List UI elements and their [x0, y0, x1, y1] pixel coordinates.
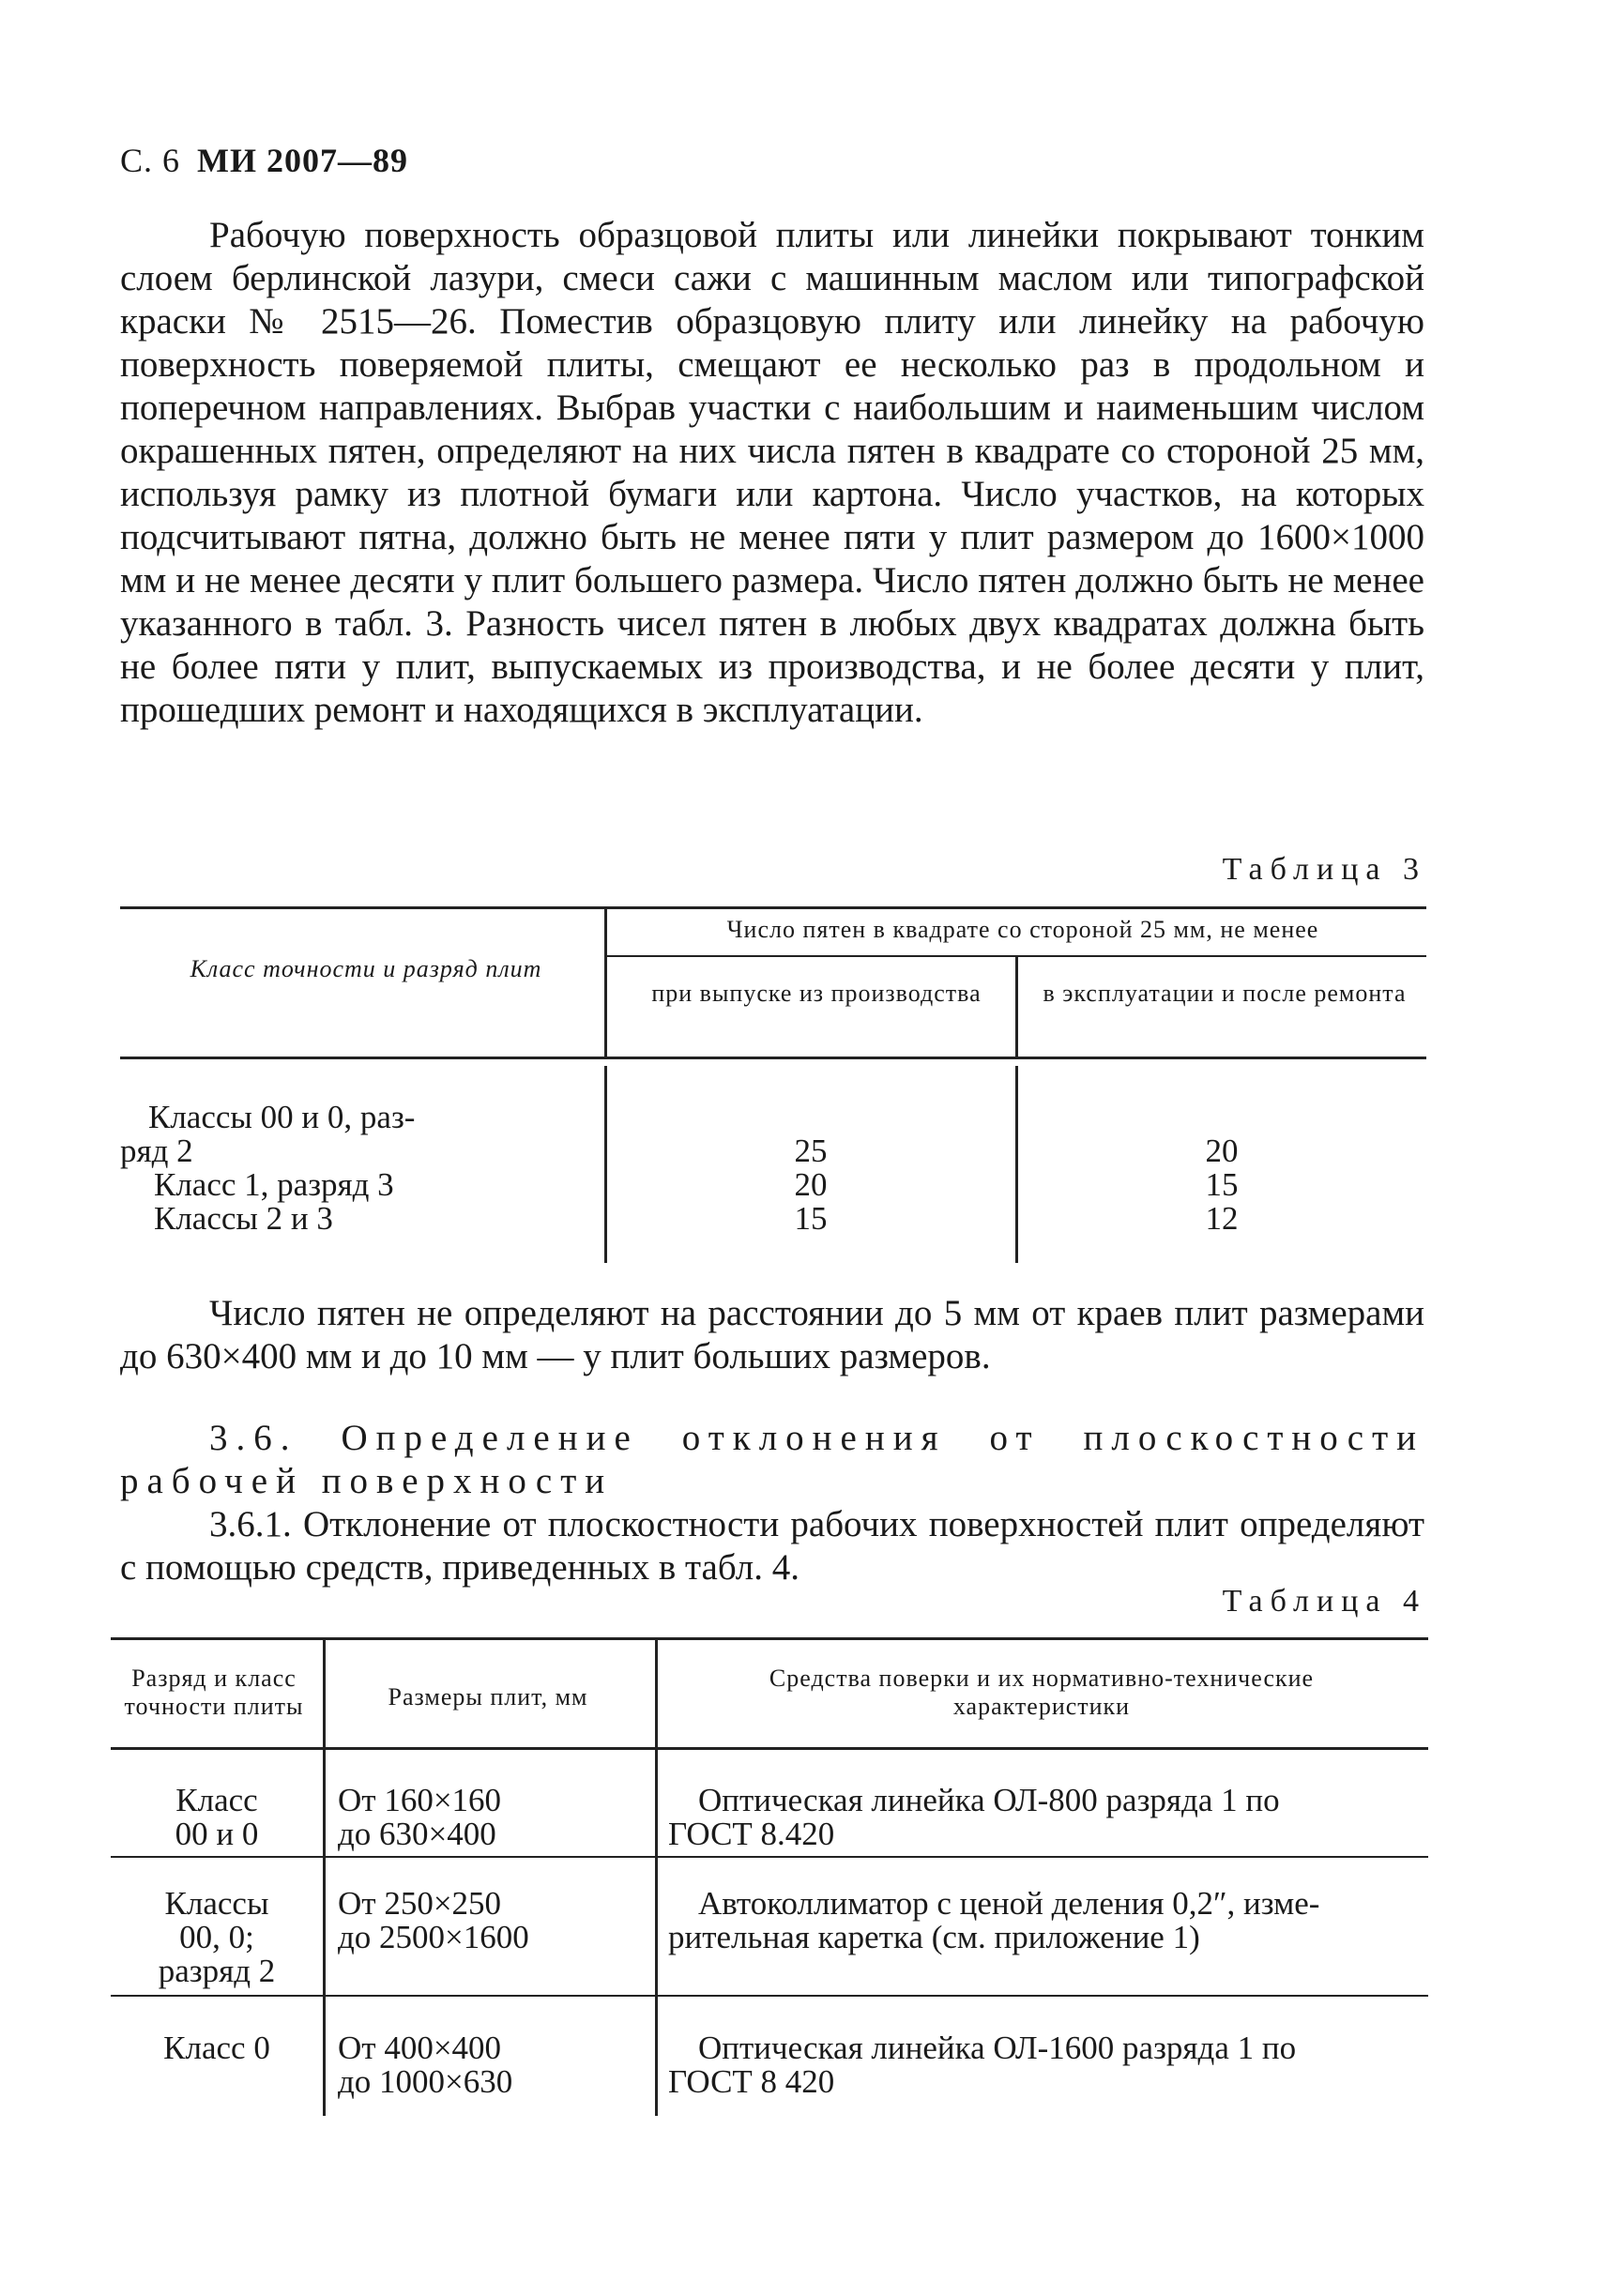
- table4-row-means: рительная каретка (см. приложение 1): [668, 1919, 1200, 1955]
- table4-top-rule: [111, 1637, 1428, 1640]
- page-number: С. 6: [120, 142, 181, 179]
- table4-col1-header: Разряд и класс точности плиты: [124, 1665, 304, 1720]
- table4-caption: Таблица 4: [1222, 1584, 1426, 1619]
- table3-cell: 15: [794, 1200, 828, 1237]
- table3-col1-header: Класс точности и разряд плит: [190, 955, 542, 982]
- table4-row-size: От 400×400: [338, 2030, 502, 2066]
- table4-row-size: От 160×160: [338, 1782, 502, 1818]
- table3-cell: 15: [1205, 1166, 1239, 1203]
- table4-col3-header: Средства поверки и их нормативно-технические характеристики: [769, 1665, 1315, 1720]
- table3-divider: [1015, 957, 1018, 1057]
- table3-caption: Таблица 3: [1222, 852, 1426, 887]
- section-heading-3-6: 3.6. Определение отклонения от плоскостности рабочей поверхности: [120, 1418, 1424, 1501]
- page-header: [120, 141, 408, 180]
- table4-row-means: Автоколлиматор с ценой деления 0,2″, изме-: [698, 1885, 1320, 1922]
- table4-row-size: до 630×400: [338, 1816, 496, 1852]
- document-code: МИ 2007—89: [197, 142, 408, 179]
- paragraph-exclusion: Число пятен не определяют на расстоянии до 5 мм от краев плит размерами до 630×400 мм и до 10 мм — у плит больших размеров.: [120, 1293, 1424, 1376]
- table3-top-rule: [120, 906, 1426, 909]
- table3-group-header: Число пятен в квадрате со стороной 25 мм, не менее: [726, 916, 1319, 943]
- table3-row-label: Класс 1, разряд 3: [154, 1166, 394, 1203]
- table4-row-size: От 250×250: [338, 1885, 502, 1922]
- table3-cell: 25: [794, 1133, 828, 1169]
- table3-cell: 20: [794, 1166, 828, 1203]
- table4-row-class: Класс 0: [163, 2030, 270, 2066]
- table4-row-class: 00, 0;: [179, 1919, 254, 1955]
- table4-row-means: Оптическая линейка ОЛ-1600 разряда 1 по: [698, 2030, 1297, 2066]
- table3-divider: [604, 906, 607, 1057]
- table4-row-size: до 1000×630: [338, 2063, 513, 2100]
- table4-header-rule: [111, 1747, 1428, 1750]
- table3-col2-header: при выпуске из производства: [651, 980, 982, 1007]
- table4-row-rule: [111, 1856, 1428, 1858]
- table4-row-class: разряд 2: [158, 1953, 276, 1989]
- paragraph-method: Рабочую поверхность образцовой плиты или линейки покрывают тонким слоем берлинской лазури, смеси сажи с машинным маслом или типографской краски № 2515—26. Поместив образцовую плиту или линейку на рабочую поверхность поверяемой плиты, смещают ее несколько раз в продольном и поперечном направлениях. Выбрав участки с наибольшим и наименьшим числом окрашенных пятен, определяют на них числа пятен в квадрате со стороной 25 мм, используя рамку из плотной бумаги или картона. Число участков, на которых подсчитывают пятна, должно быть не менее пяти у плит размером до 1600×1000 мм и не менее десяти у плит большего размера. Число пятен должно быть не менее указанного в табл. 3. Разность чисел пятен в любых двух квадратах должна быть не более пяти у плит, выпускаемых из производства, и не более десяти у плит, прошедших ремонт и находящихся в эксплуатации.: [120, 215, 1424, 730]
- table4-row-size: до 2500×1600: [338, 1919, 529, 1955]
- table3-col3-header: в эксплуатации и после ремонта: [1043, 980, 1407, 1007]
- table4-row-means: ГОСТ 8.420: [668, 1816, 835, 1852]
- table3-row-label: ряд 2: [120, 1133, 193, 1169]
- table3-cell: 20: [1205, 1133, 1239, 1169]
- table4-row-means: ГОСТ 8 420: [668, 2063, 835, 2100]
- table4-row-class: 00 и 0: [175, 1816, 259, 1852]
- table4-row-class: Класс: [175, 1782, 258, 1818]
- table4-divider: [655, 1637, 658, 2116]
- table4-row-class: Классы: [164, 1885, 269, 1922]
- table3-header-rule: [120, 1057, 1426, 1059]
- table3-row-label: Классы 00 и 0, раз-: [148, 1099, 416, 1135]
- table3-row-label: Классы 2 и 3: [154, 1200, 333, 1237]
- table4-divider: [323, 1637, 326, 2116]
- table3-cell: 12: [1205, 1200, 1239, 1237]
- table4-col2-header: Размеры плит, мм: [388, 1683, 588, 1711]
- table4-row-rule: [111, 1995, 1428, 1997]
- table4-row-means: Оптическая линейка ОЛ-800 разряда 1 по: [698, 1782, 1280, 1818]
- paragraph-3-6-1: 3.6.1. Отклонение от плоскостности рабочих поверхностей плит определяют с помощью средств, приведенных в табл. 4.: [120, 1504, 1424, 1588]
